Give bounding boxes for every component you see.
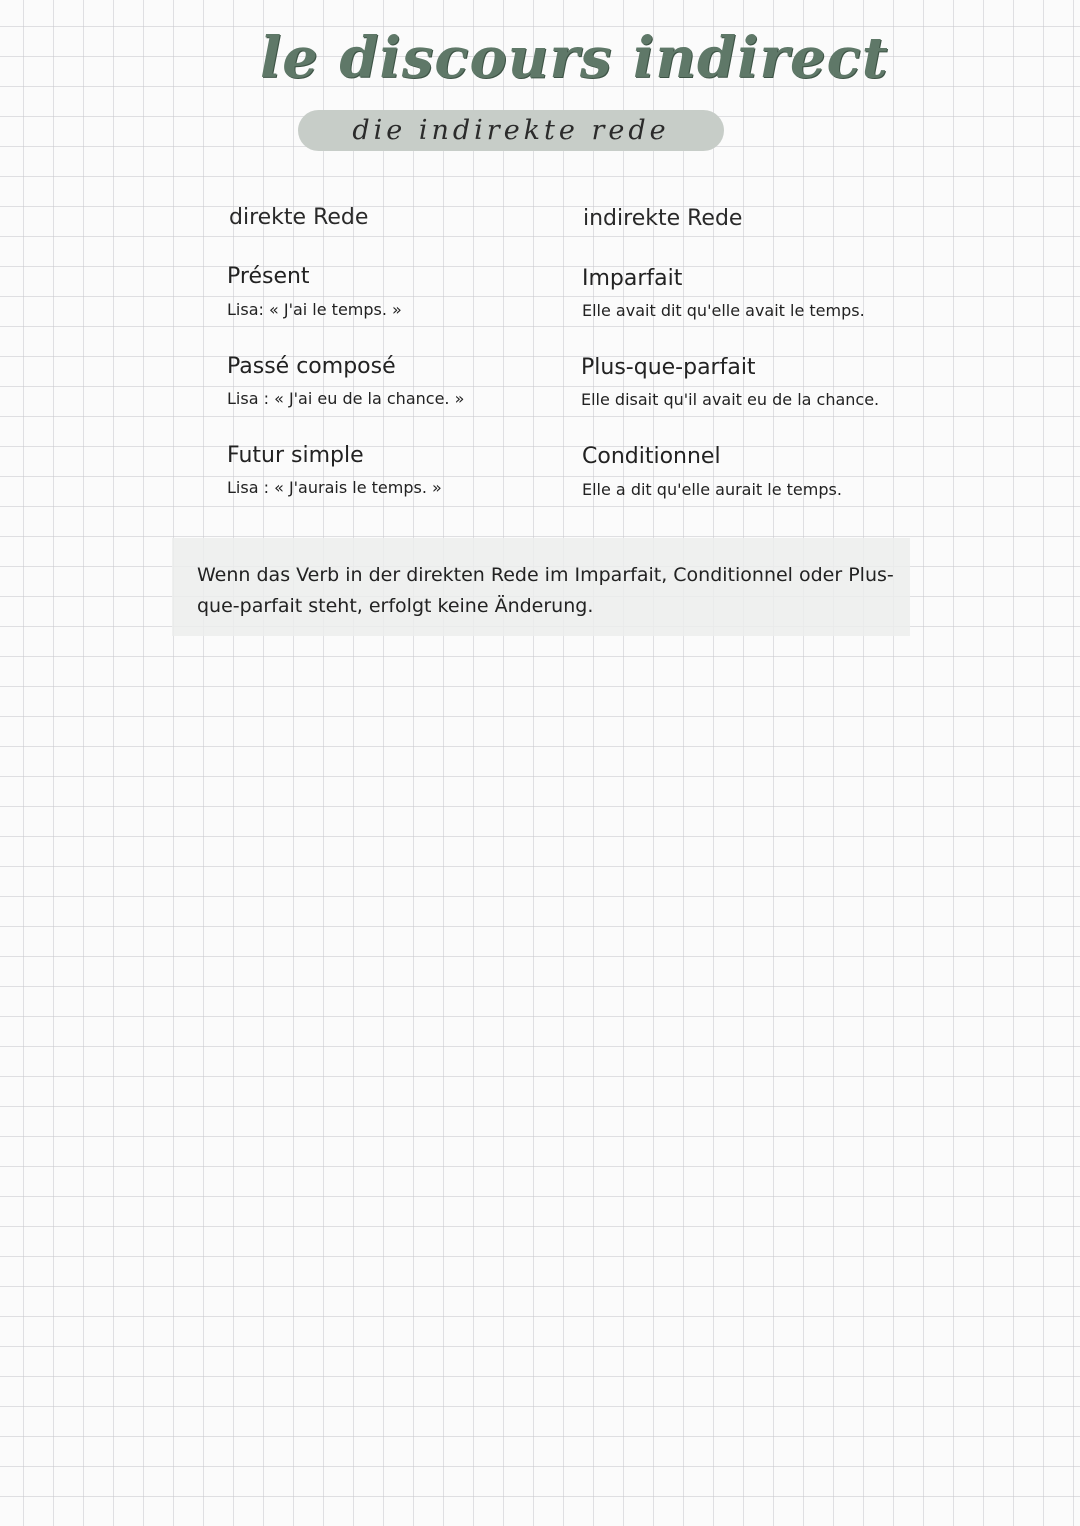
direct-example-1: Lisa: « J'ai le temps. » [227, 300, 402, 319]
right-column-heading: indirekte Rede [583, 206, 743, 231]
direct-example-3: Lisa : « J'aurais le temps. » [227, 478, 442, 497]
indirect-example-3: Elle a dit qu'elle aurait le temps. [582, 480, 842, 499]
indirect-tense-2: Plus-que-parfait [581, 355, 756, 380]
indirect-tense-3: Conditionnel [582, 444, 721, 469]
direct-example-2: Lisa : « J'ai eu de la chance. » [227, 389, 465, 408]
indirect-example-1: Elle avait dit qu'elle avait le temps. [582, 301, 865, 320]
direct-tense-1: Présent [227, 264, 310, 289]
page-subtitle: die indirekte rede [352, 115, 670, 146]
direct-tense-3: Futur simple [227, 443, 364, 468]
indirect-tense-1: Imparfait [582, 266, 683, 291]
indirect-example-2: Elle disait qu'il avait eu de la chance. [581, 390, 880, 409]
page-title: le discours indirect [260, 25, 889, 91]
subtitle-pill [298, 110, 724, 151]
left-column-heading: direkte Rede [229, 205, 369, 230]
grammar-note: Wenn das Verb in der direkten Rede im Imparfait, Conditionnel oder Plus-que-parfait steht, erfolgt keine Änderung. [197, 564, 894, 617]
direct-tense-2: Passé composé [227, 354, 396, 379]
